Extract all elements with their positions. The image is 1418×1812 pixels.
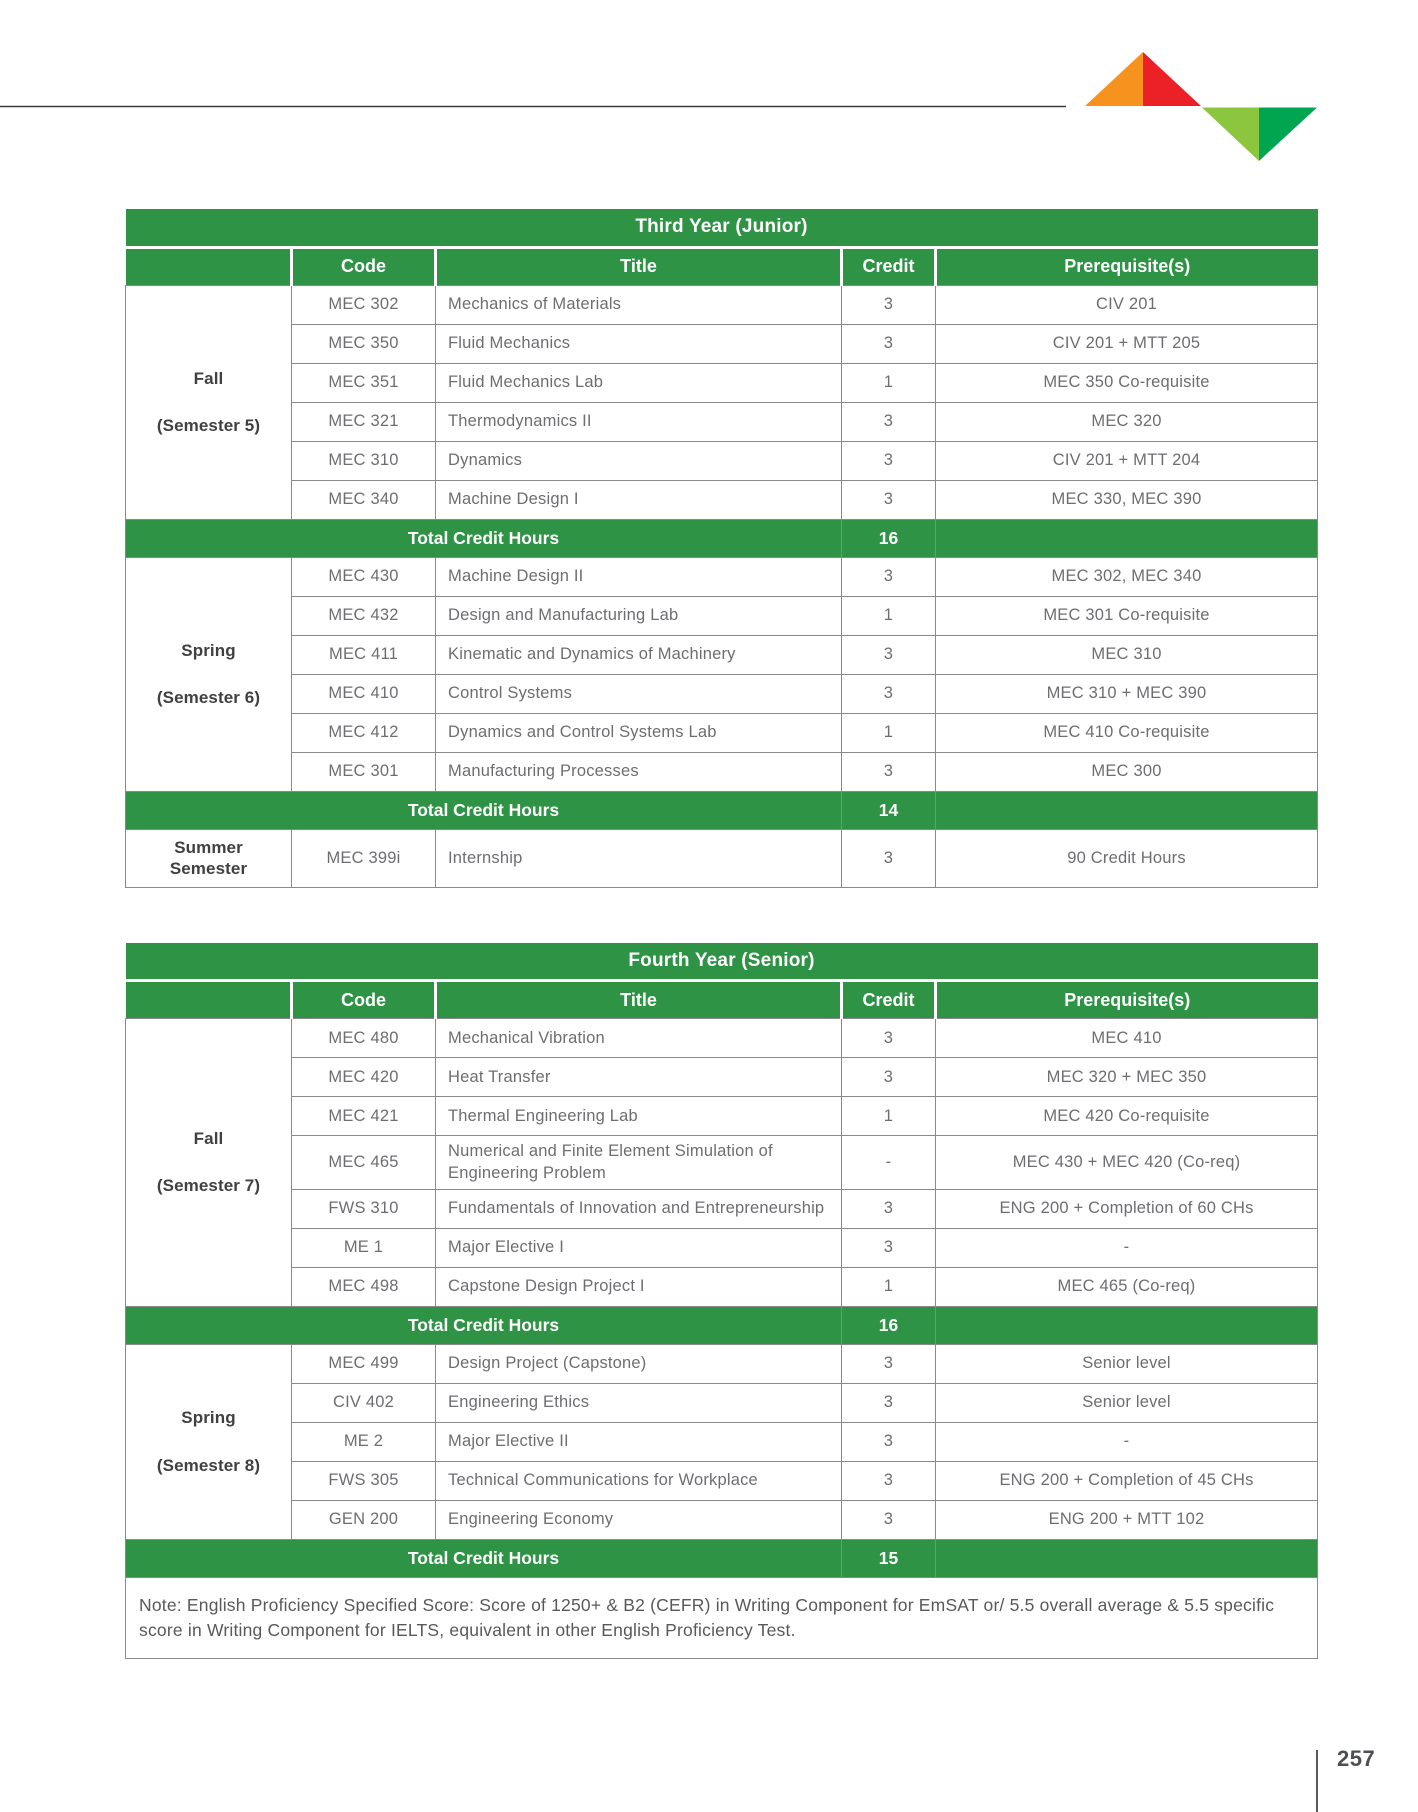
logo-triangle-red <box>1143 52 1201 106</box>
total-credit-hours-empty <box>936 1306 1318 1344</box>
course-title: Mechanical Vibration <box>436 1019 842 1058</box>
course-prerequisite: Senior level <box>936 1383 1318 1422</box>
course-prerequisite: ENG 200 + Completion of 45 CHs <box>936 1461 1318 1500</box>
course-credit: 3 <box>842 1461 936 1500</box>
course-prerequisite: ENG 200 + Completion of 60 CHs <box>936 1189 1318 1228</box>
course-prerequisite: MEC 410 Co-requisite <box>936 713 1318 752</box>
course-code: MEC 499 <box>292 1344 436 1383</box>
course-prerequisite: MEC 430 + MEC 420 (Co-req) <box>936 1136 1318 1190</box>
curriculum-table <box>125 943 1318 1660</box>
course-code: FWS 305 <box>292 1461 436 1500</box>
column-header-empty <box>126 981 292 1019</box>
logo-triangle-light-green <box>1202 108 1259 162</box>
total-credit-hours-label: Total Credit Hours <box>126 1539 842 1577</box>
course-row <box>126 480 1318 519</box>
course-title: Control Systems <box>436 674 842 713</box>
course-row <box>126 285 1318 324</box>
column-header-credit: Credit <box>842 247 936 285</box>
course-title: Engineering Ethics <box>436 1383 842 1422</box>
course-title: Fluid Mechanics Lab <box>436 363 842 402</box>
column-header-empty <box>126 247 292 285</box>
course-code: MEC 411 <box>292 635 436 674</box>
course-title: Thermal Engineering Lab <box>436 1097 842 1136</box>
course-credit: 3 <box>842 1228 936 1267</box>
course-code: ME 2 <box>292 1422 436 1461</box>
course-code: GEN 200 <box>292 1500 436 1539</box>
course-row <box>126 1097 1318 1136</box>
course-code: FWS 310 <box>292 1189 436 1228</box>
course-credit: 3 <box>842 441 936 480</box>
course-prerequisite: MEC 301 Co-requisite <box>936 596 1318 635</box>
header-rule-and-logo <box>0 0 1418 180</box>
semester-label: Fall <box>193 1129 224 1149</box>
table-title-row <box>126 943 1318 981</box>
semester-label: Fall <box>193 368 224 388</box>
course-code: ME 1 <box>292 1228 436 1267</box>
course-row <box>126 1136 1318 1190</box>
course-credit: 3 <box>842 1019 936 1058</box>
semester-label: Semester <box>169 859 248 878</box>
total-credit-hours-label: Total Credit Hours <box>126 791 842 829</box>
course-credit: 3 <box>842 402 936 441</box>
course-row <box>126 635 1318 674</box>
course-row <box>126 713 1318 752</box>
course-code: CIV 402 <box>292 1383 436 1422</box>
course-title: Major Elective I <box>436 1228 842 1267</box>
course-code: MEC 350 <box>292 324 436 363</box>
course-row <box>126 752 1318 791</box>
course-row <box>126 1500 1318 1539</box>
column-header-credit: Credit <box>842 981 936 1019</box>
table-title: Third Year (Junior) <box>126 209 1318 247</box>
semester-label: (Semester 7) <box>156 1176 261 1196</box>
column-header-title: Title <box>436 981 842 1019</box>
course-title: Internship <box>436 829 842 887</box>
course-row <box>126 1019 1318 1058</box>
course-prerequisite: ENG 200 + MTT 102 <box>936 1500 1318 1539</box>
course-code: MEC 421 <box>292 1097 436 1136</box>
course-credit: 3 <box>842 1383 936 1422</box>
course-title: Capstone Design Project I <box>436 1267 842 1306</box>
course-title: Mechanics of Materials <box>436 285 842 324</box>
table-title-row <box>126 209 1318 247</box>
logo-triangle-orange <box>1085 52 1143 106</box>
column-header-row <box>126 981 1318 1019</box>
course-title: Fundamentals of Innovation and Entrepreneurship <box>436 1189 842 1228</box>
course-credit: - <box>842 1136 936 1190</box>
total-credit-hours-row <box>126 791 1318 829</box>
course-row <box>126 829 1318 887</box>
course-credit: 3 <box>842 557 936 596</box>
course-code: MEC 432 <box>292 596 436 635</box>
semester-label: (Semester 8) <box>156 1455 261 1475</box>
course-title: Machine Design I <box>436 480 842 519</box>
course-title: Design and Manufacturing Lab <box>436 596 842 635</box>
note-row <box>126 1577 1318 1659</box>
course-prerequisite: MEC 320 <box>936 402 1318 441</box>
course-credit: 3 <box>842 752 936 791</box>
total-credit-hours-label: Total Credit Hours <box>126 1306 842 1344</box>
curriculum-content <box>125 209 1317 1714</box>
total-credit-hours-empty <box>936 791 1318 829</box>
semester-cell <box>126 1019 292 1307</box>
course-credit: 3 <box>842 1422 936 1461</box>
total-credit-hours-row <box>126 1306 1318 1344</box>
course-prerequisite: CIV 201 + MTT 204 <box>936 441 1318 480</box>
total-credit-hours-label: Total Credit Hours <box>126 519 842 557</box>
course-code: MEC 410 <box>292 674 436 713</box>
course-row <box>126 596 1318 635</box>
semester-label: (Semester 6) <box>156 688 261 707</box>
course-title: Engineering Economy <box>436 1500 842 1539</box>
course-prerequisite: MEC 410 <box>936 1019 1318 1058</box>
total-credit-hours-value: 16 <box>842 1306 936 1344</box>
course-credit: 1 <box>842 713 936 752</box>
course-row <box>126 674 1318 713</box>
course-row <box>126 1344 1318 1383</box>
course-row <box>126 324 1318 363</box>
course-code: MEC 412 <box>292 713 436 752</box>
semester-cell <box>126 829 292 887</box>
course-code: MEC 399i <box>292 829 436 887</box>
course-code: MEC 301 <box>292 752 436 791</box>
curriculum-table <box>125 209 1318 888</box>
semester-label: Spring <box>181 1408 236 1428</box>
course-row <box>126 441 1318 480</box>
column-header-prereq: Prerequisite(s) <box>936 247 1318 285</box>
course-credit: 1 <box>842 363 936 402</box>
course-code: MEC 321 <box>292 402 436 441</box>
total-credit-hours-value: 15 <box>842 1539 936 1577</box>
course-code: MEC 465 <box>292 1136 436 1190</box>
semester-label: (Semester 5) <box>156 416 261 435</box>
course-credit: 3 <box>842 480 936 519</box>
course-title: Fluid Mechanics <box>436 324 842 363</box>
course-code: MEC 302 <box>292 285 436 324</box>
note-text: Note: English Proficiency Specified Score: Score of 1250+ & B2 (CEFR) in Writing Component for EmSAT or/ 5.5 overall average & 5.5 specific score in Writing Component for IELTS, equivalent in other English Proficiency Test. <box>126 1577 1318 1659</box>
course-code: MEC 498 <box>292 1267 436 1306</box>
course-code: MEC 430 <box>292 557 436 596</box>
course-row <box>126 402 1318 441</box>
course-prerequisite: MEC 300 <box>936 752 1318 791</box>
semester-cell <box>126 285 292 519</box>
course-row <box>126 1189 1318 1228</box>
semester-cell <box>126 1344 292 1539</box>
course-credit: 1 <box>842 596 936 635</box>
course-credit: 1 <box>842 1267 936 1306</box>
course-prerequisite: MEC 320 + MEC 350 <box>936 1058 1318 1097</box>
course-title: Dynamics and Control Systems Lab <box>436 713 842 752</box>
column-header-prereq: Prerequisite(s) <box>936 981 1318 1019</box>
course-credit: 1 <box>842 1097 936 1136</box>
course-title: Dynamics <box>436 441 842 480</box>
course-prerequisite: MEC 310 <box>936 635 1318 674</box>
course-row <box>126 1461 1318 1500</box>
total-credit-hours-value: 16 <box>842 519 936 557</box>
total-credit-hours-row <box>126 1539 1318 1577</box>
table-title: Fourth Year (Senior) <box>126 943 1318 981</box>
total-credit-hours-value: 14 <box>842 791 936 829</box>
course-row <box>126 1228 1318 1267</box>
course-title: Manufacturing Processes <box>436 752 842 791</box>
course-row <box>126 1422 1318 1461</box>
third-year-table-container <box>125 209 1317 888</box>
course-prerequisite: MEC 350 Co-requisite <box>936 363 1318 402</box>
page-number: 257 <box>1337 1746 1376 1771</box>
fourth-year-table-container <box>125 943 1317 1660</box>
course-prerequisite: MEC 302, MEC 340 <box>936 557 1318 596</box>
course-credit: 3 <box>842 1058 936 1097</box>
semester-label: Spring <box>181 640 236 660</box>
course-row <box>126 557 1318 596</box>
total-credit-hours-empty <box>936 519 1318 557</box>
course-credit: 3 <box>842 829 936 887</box>
column-header-title: Title <box>436 247 842 285</box>
course-code: MEC 310 <box>292 441 436 480</box>
course-row <box>126 1058 1318 1097</box>
course-prerequisite: MEC 310 + MEC 390 <box>936 674 1318 713</box>
course-prerequisite: CIV 201 <box>936 285 1318 324</box>
course-title: Numerical and Finite Element Simulation of Engineering Problem <box>436 1136 842 1190</box>
course-title: Major Elective II <box>436 1422 842 1461</box>
course-prerequisite: MEC 465 (Co-req) <box>936 1267 1318 1306</box>
total-credit-hours-row <box>126 519 1318 557</box>
course-credit: 3 <box>842 635 936 674</box>
course-prerequisite: - <box>936 1228 1318 1267</box>
course-row <box>126 1383 1318 1422</box>
course-credit: 3 <box>842 324 936 363</box>
semester-label: Summer <box>174 837 243 857</box>
course-credit: 3 <box>842 1500 936 1539</box>
course-title: Heat Transfer <box>436 1058 842 1097</box>
course-code: MEC 340 <box>292 480 436 519</box>
column-header-code: Code <box>292 981 436 1019</box>
course-row <box>126 363 1318 402</box>
semester-cell <box>126 557 292 791</box>
course-credit: 3 <box>842 285 936 324</box>
course-code: MEC 351 <box>292 363 436 402</box>
course-code: MEC 420 <box>292 1058 436 1097</box>
total-credit-hours-empty <box>936 1539 1318 1577</box>
course-title: Machine Design II <box>436 557 842 596</box>
course-title: Kinematic and Dynamics of Machinery <box>436 635 842 674</box>
course-prerequisite: - <box>936 1422 1318 1461</box>
column-header-code: Code <box>292 247 436 285</box>
course-credit: 3 <box>842 674 936 713</box>
course-title: Design Project (Capstone) <box>436 1344 842 1383</box>
course-row <box>126 1267 1318 1306</box>
course-code: MEC 480 <box>292 1019 436 1058</box>
course-credit: 3 <box>842 1344 936 1383</box>
course-title: Thermodynamics II <box>436 402 842 441</box>
course-prerequisite: MEC 420 Co-requisite <box>936 1097 1318 1136</box>
course-prerequisite: MEC 330, MEC 390 <box>936 480 1318 519</box>
course-credit: 3 <box>842 1189 936 1228</box>
logo-triangle-dark-green <box>1259 108 1317 162</box>
course-prerequisite: CIV 201 + MTT 205 <box>936 324 1318 363</box>
course-prerequisite: 90 Credit Hours <box>936 829 1318 887</box>
course-prerequisite: Senior level <box>936 1344 1318 1383</box>
column-header-row <box>126 247 1318 285</box>
course-title: Technical Communications for Workplace <box>436 1461 842 1500</box>
page-number-rule <box>1316 1750 1318 1812</box>
